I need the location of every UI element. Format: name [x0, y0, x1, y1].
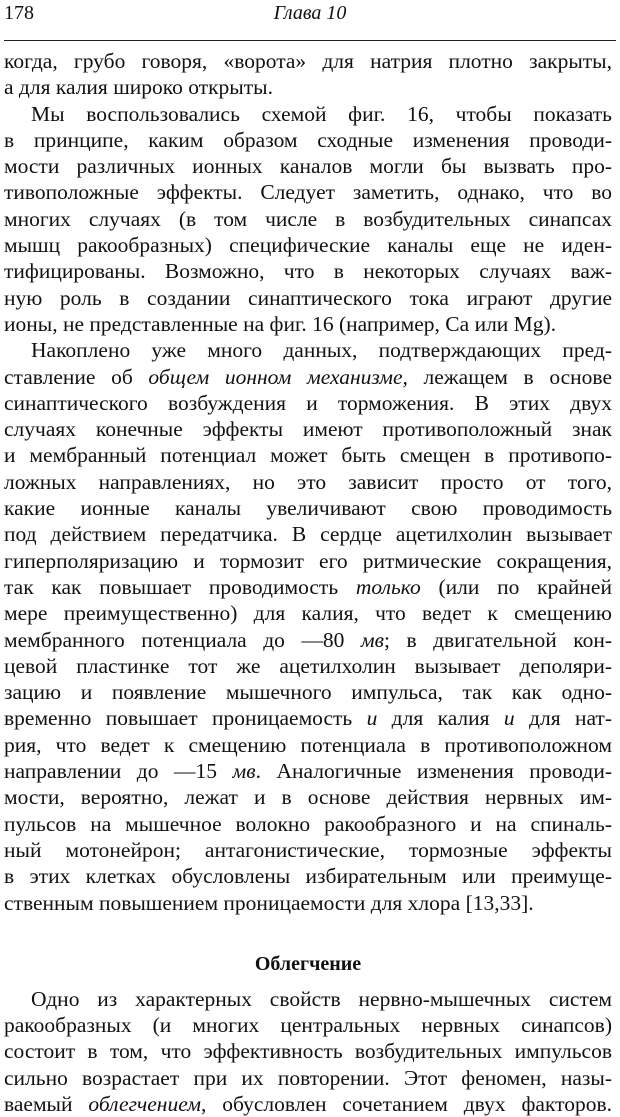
text-line: цевой пластинке тот же ацетилхолин вызывает деполяри- [4, 653, 612, 678]
text-line [4, 627, 612, 653]
text-run: ставление об [4, 364, 149, 389]
paragraph-4 [4, 986, 612, 1117]
text-run: временно повышает проницаемость [4, 706, 367, 731]
text-line: ракообразных (и многих центральных нервных синапсов) [4, 1013, 612, 1038]
text-line: а для калия широко открыты. [4, 75, 273, 100]
text-line: ный мотонейрон; антагонистические, тормозные эффекты [4, 837, 612, 862]
text-run: направлении до —15 [4, 759, 233, 784]
text-line: ственным повышением проницаемости для хлора [13,33]. [4, 890, 534, 915]
text-run: , обусловлен сочетанием двух факторов. [200, 1091, 612, 1116]
text-line: сильно возрастает при их повторении. Этот феномен, назы- [4, 1065, 612, 1090]
text-line [4, 364, 612, 390]
text-run: для нат- [514, 706, 612, 731]
text-run: ваемый [4, 1091, 89, 1116]
text-run: (или по крайней [420, 574, 612, 599]
text-line: многих случаях (в том числе в возбудительных синапсах [4, 206, 612, 231]
text-line: рия, что ведет к смещению потенциала в противоположном [4, 732, 612, 757]
text-line: когда, грубо говоря, «ворота» для натрия плотно закрыты, [4, 49, 612, 73]
text-line: Накоплено уже много данных, подтверждающих пред- [31, 338, 612, 363]
text-line: случаях конечные эффекты имеют противоположный знак [4, 417, 612, 442]
text-run: мембранного потенциала до —80 [4, 627, 361, 652]
emphasis-term: и [503, 706, 515, 731]
paragraph-1 [4, 48, 612, 101]
text-line: мости, вероятно, лежат и в основе действия нервных им- [4, 785, 612, 810]
unit-mv: мв [360, 627, 384, 652]
text-run: . Аналогичные изменения проводи- [255, 759, 612, 784]
text-line: мости различных ионных каналов могли бы вызвать про- [4, 154, 612, 179]
paragraph-2 [4, 101, 612, 338]
text-line: какие ионные каналы увеличивают свою проводимость [4, 496, 612, 521]
text-line: тифицированы. Возможно, что в некоторых случаях важ- [4, 259, 612, 284]
text-run: для калия [377, 706, 504, 731]
text-line: ложных направлениях, но это зависит просто от того, [4, 469, 612, 494]
text-line [4, 705, 612, 731]
text-line: синаптического возбуждения и торможения. В этих двух [4, 390, 612, 415]
page-number: 178 [4, 2, 34, 24]
text-line: Одно из характерных свойств нервно-мышечных систем [31, 986, 612, 1011]
section-heading: Облегчение [254, 952, 362, 975]
text-line: в принципе, каким образом сходные изменения проводи- [4, 127, 612, 152]
text-run: ; в двигательной кон- [383, 627, 612, 652]
text-line: в этих клетках обусловлены избирательным или преимуще- [4, 864, 612, 889]
text-line: ионы, не представленные на фиг. 16 (например, Ca или Mg). [4, 311, 557, 336]
text-line: мышц ракообразных) специфические каналы еще не иден- [4, 233, 612, 258]
text-line: под действием передатчика. В сердце ацетилхолин вызывает [4, 522, 612, 547]
text-run: , лежащем в основе [402, 364, 612, 389]
text-line: тивоположные эффекты. Следует заметить, однако, что во [4, 180, 612, 205]
text-line: пульсов на мышечное волокно ракообразного и на спиналь- [4, 811, 612, 836]
running-header [4, 0, 616, 41]
text-run: так как повышает проводимость [4, 574, 356, 599]
text-line: мере преимущественно) для калия, что ведет к смещению [4, 601, 612, 626]
paragraph-3 [4, 337, 612, 916]
emphasis-term: только [355, 574, 421, 599]
text-line [4, 1091, 612, 1117]
chapter-title: Глава 10 [273, 2, 347, 24]
text-line [4, 574, 612, 600]
text-line: зацию и появление мышечного импульса, так как одно- [4, 680, 612, 705]
page-body [4, 48, 612, 1117]
text-line: и мембранный потенциал может быть смещен в противопо- [4, 443, 612, 468]
unit-mv: мв [232, 759, 256, 784]
text-line: гиперполяризацию и тормозит его ритмические сокращения, [4, 548, 612, 573]
emphasis-term: облегчением [88, 1091, 201, 1116]
emphasis-term: общем ионном механизме [148, 364, 403, 389]
emphasis-term: и [366, 706, 378, 731]
text-line [4, 758, 612, 784]
text-line: состоит в том, что эффективность возбудительных импульсов [4, 1039, 612, 1064]
text-line: Мы воспользовались схемой фиг. 16, чтобы показать [31, 101, 612, 126]
text-line: ную роль в создании синаптического тока играют другие [4, 285, 612, 310]
